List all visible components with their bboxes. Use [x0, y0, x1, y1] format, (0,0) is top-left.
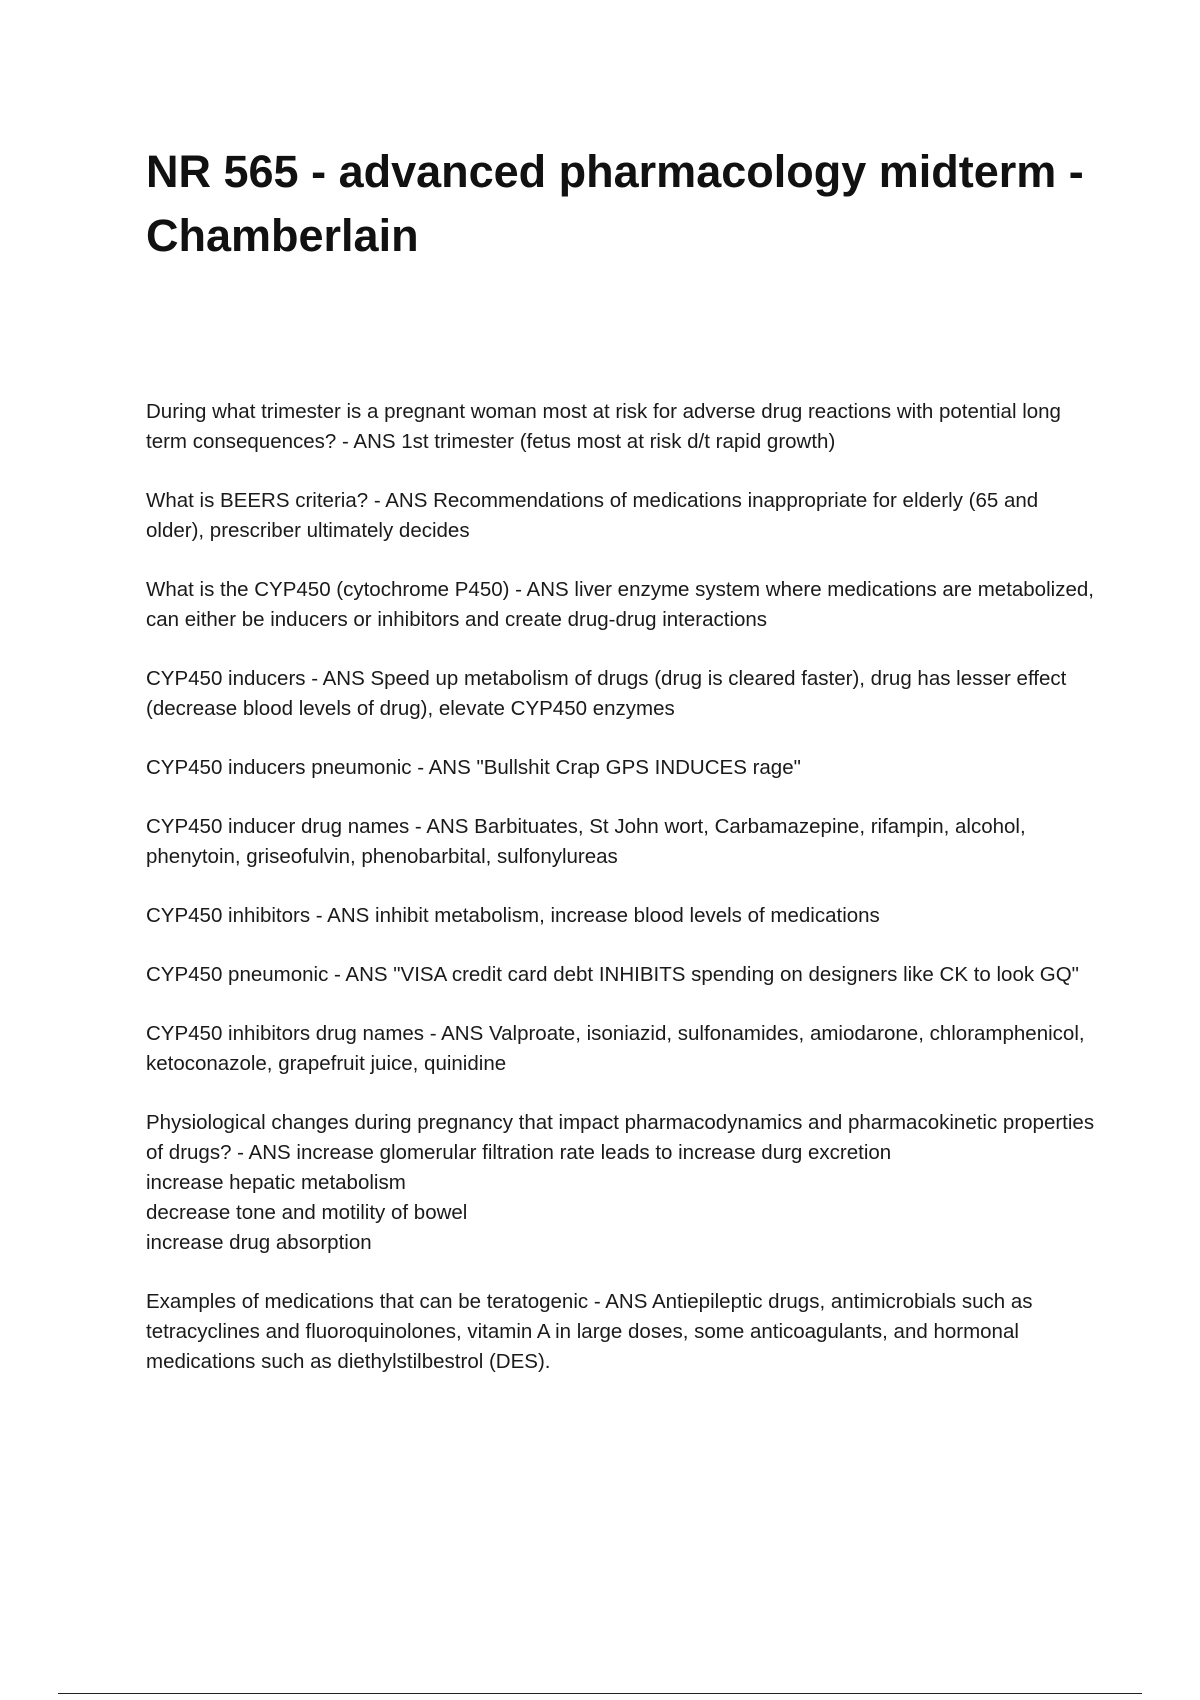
qa-item: Physiological changes during pregnancy that impact pharmacodynamics and pharmacokinetic properties of drugs? - ANS increase glomerular filtration rate leads to increase durg excretion increase hepatic metabolism decrease tone and motility of bowel increase drug absorption [146, 1111, 1095, 1254]
footer-divider [58, 1693, 1142, 1694]
qa-item: During what trimester is a pregnant woman most at risk for adverse drug reactions with potential long term consequences? - ANS 1st trimester (fetus most at risk d/t rapid growth) [146, 400, 1061, 453]
qa-item: CYP450 pneumonic - ANS "VISA credit card debt INHIBITS spending on designers like CK to look GQ" [146, 963, 1079, 986]
qa-item: Examples of medications that can be teratogenic - ANS Antiepileptic drugs, antimicrobials such as tetracyclines and fluoroquinolones, vitamin A in large doses, some anticoagulants, and hormonal medications such as diethylstilbestrol (DES). [146, 1290, 1033, 1373]
page-title: NR 565 - advanced pharmacology midterm - Chamberlain [146, 146, 1084, 261]
qa-item: What is the CYP450 (cytochrome P450) - ANS liver enzyme system where medications are metabolized, can either be inducers or inhibitors and create drug-drug interactions [146, 578, 1094, 631]
qa-item: CYP450 inducers pneumonic - ANS "Bullshit Crap GPS INDUCES rage" [146, 756, 801, 779]
qa-item: CYP450 inducer drug names - ANS Barbituates, St John wort, Carbamazepine, rifampin, alcohol, phenytoin, griseofulvin, phenobarbital, sulfonylureas [146, 815, 1026, 868]
qa-item: What is BEERS criteria? - ANS Recommendations of medications inappropriate for elderly (65 and older), prescriber ultimately decides [146, 489, 1039, 542]
qa-item: CYP450 inducers - ANS Speed up metabolism of drugs (drug is cleared faster), drug has lesser effect (decrease blood levels of drug), elevate CYP450 enzymes [146, 667, 1067, 720]
qa-list [146, 397, 1096, 1406]
qa-item: CYP450 inhibitors drug names - ANS Valproate, isoniazid, sulfonamides, amiodarone, chloramphenicol, ketoconazole, grapefruit juice, quinidine [146, 1022, 1085, 1075]
qa-item: CYP450 inhibitors - ANS inhibit metabolism, increase blood levels of medications [146, 904, 880, 927]
